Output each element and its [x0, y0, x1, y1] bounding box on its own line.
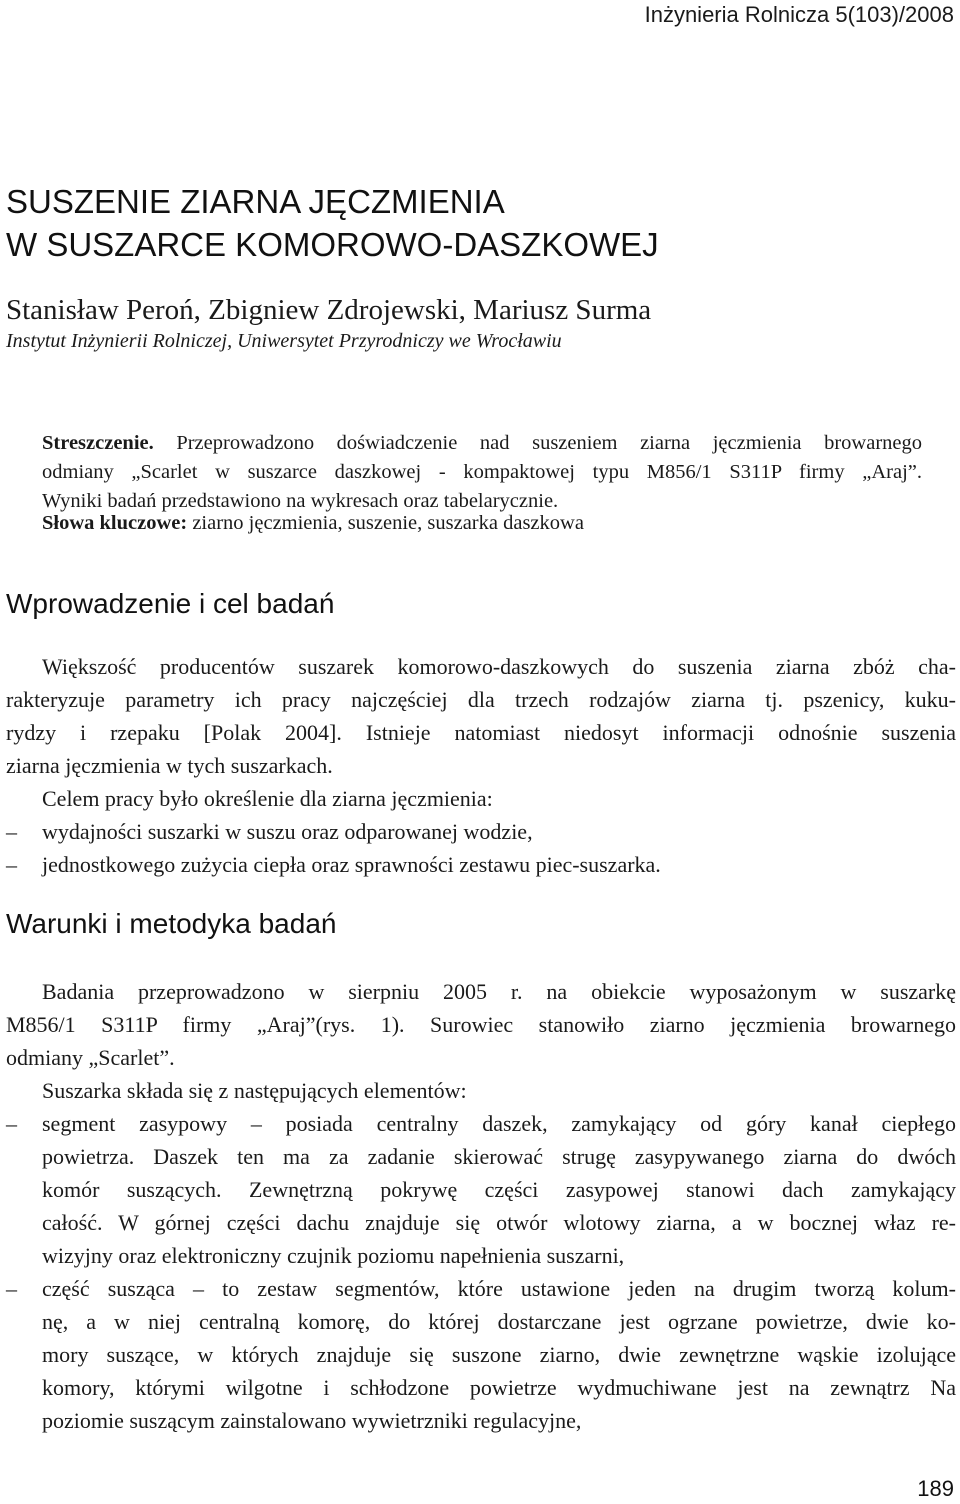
list-item-continuation: komór suszących. Zewnętrzną pokrywę części zasypowej stanowi dach zamykający	[42, 1177, 956, 1202]
abstract-label: Streszczenie.	[42, 432, 154, 454]
list-item-continuation: poziomie suszącym zainstalowano wywietrzniki regulacyjne,	[42, 1408, 582, 1433]
list-item-continuation: mory suszące, w których znajduje się suszone ziarno, dwie zewnętrzne wąskie izolujące	[42, 1342, 956, 1367]
page-number: 189	[917, 1476, 954, 1501]
dash-bullet: –	[6, 1276, 17, 1301]
paragraph-line: rakteryzuje parametry ich pracy najczęściej dla trzech rodzajów ziarna tj. pszenicy, kuku-	[6, 687, 956, 712]
paragraph-line: Większość producentów suszarek komorowo-daszkowych do suszenia ziarna zbóż cha-	[42, 654, 956, 679]
list-item-text: część susząca – to zestaw segmentów, które ustawione jeden na drugim tworzą kolum-	[42, 1276, 956, 1301]
paragraph-line: rydzy i rzepaku [Polak 2004]. Istnieje natomiast niedosyt informacji odnośnie suszenia	[6, 720, 956, 745]
list-item	[6, 1107, 956, 1140]
section-heading-introduction: Wprowadzenie i cel badań	[6, 588, 335, 619]
abstract	[42, 429, 922, 516]
title-line-1: SUSZENIE ZIARNA JĘCZMIENIA	[6, 183, 505, 220]
dash-bullet: –	[6, 852, 17, 877]
list-item	[6, 815, 956, 848]
list-item-continuation: komory, którymi wilgotne i schłodzone powietrze wydmuchiwane jest na zewnątrz Na	[42, 1375, 956, 1400]
abstract-line: odmiany „Scarlet w suszarce daszkowej - kompaktowej typu M856/1 S311P firmy „Araj”.	[42, 461, 922, 483]
list-item-continuation: powietrza. Daszek ten ma za zadanie skierować strugę zasypywanego ziarna do dwóch	[42, 1144, 956, 1169]
title-line-2: W SUSZARCE KOMOROWO-DASZKOWEJ	[6, 226, 659, 263]
article-title	[6, 180, 659, 266]
abstract-line: Wyniki badań przedstawiono na wykresach oraz tabelarycznie.	[42, 490, 559, 512]
paragraph-line: ziarna jęczmienia w tych suszarkach.	[6, 753, 333, 778]
section-heading-methods: Warunki i metodyka badań	[6, 908, 337, 939]
affiliation: Instytut Inżynierii Rolniczej, Uniwersytet Przyrodniczy we Wrocławiu	[6, 330, 562, 352]
introduction-body	[6, 650, 956, 881]
list-item-continuation: wizyjny oraz elektroniczny czujnik poziomu napełnienia suszarni,	[42, 1243, 625, 1268]
list-item	[6, 848, 956, 881]
intro-line: Suszarka składa się z następujących elementów:	[42, 1078, 467, 1103]
list-item	[6, 1272, 956, 1305]
paragraph-line: M856/1 S311P firmy „Araj”(rys. 1). Surowiec stanowiło ziarno jęczmienia browarnego	[6, 1012, 956, 1037]
aim-line: Celem pracy było określenie dla ziarna jęczmienia:	[42, 786, 493, 811]
abstract-text-1: Przeprowadzono doświadczenie nad suszeniem ziarna jęczmienia browarnego	[153, 432, 922, 454]
paragraph-line: odmiany „Scarlet”.	[6, 1045, 175, 1070]
list-item-text: wydajności suszarki w suszu oraz odparowanej wodzie,	[42, 819, 533, 844]
list-item-continuation: całość. W górnej części dachu znajduje się otwór wlotowy ziarna, a w bocznej właz re-	[42, 1210, 956, 1235]
dash-bullet: –	[6, 819, 17, 844]
list-item-text: segment zasypowy – posiada centralny daszek, zamykający od góry kanał ciepłego	[42, 1111, 956, 1136]
keywords-label: Słowa kluczowe:	[42, 512, 188, 534]
methods-body	[6, 975, 956, 1437]
keywords	[42, 512, 584, 535]
list-item-continuation: nę, a w niej centralną komorę, do której dostarczane jest ogrzane powietrze, dwie ko-	[42, 1309, 956, 1334]
abstract-line	[42, 429, 922, 458]
dash-bullet: –	[6, 1111, 17, 1136]
authors: Stanisław Peroń, Zbigniew Zdrojewski, Mariusz Surma	[6, 294, 652, 326]
list-item-text: jednostkowego zużycia ciepła oraz sprawności zestawu piec-suszarka.	[42, 852, 661, 877]
journal-header: Inżynieria Rolnicza 5(103)/2008	[644, 2, 954, 27]
keywords-text: ziarno jęczmienia, suszenie, suszarka daszkowa	[187, 512, 584, 534]
paragraph-line: Badania przeprowadzono w sierpniu 2005 r. na obiekcie wyposażonym w suszarkę	[42, 979, 956, 1004]
